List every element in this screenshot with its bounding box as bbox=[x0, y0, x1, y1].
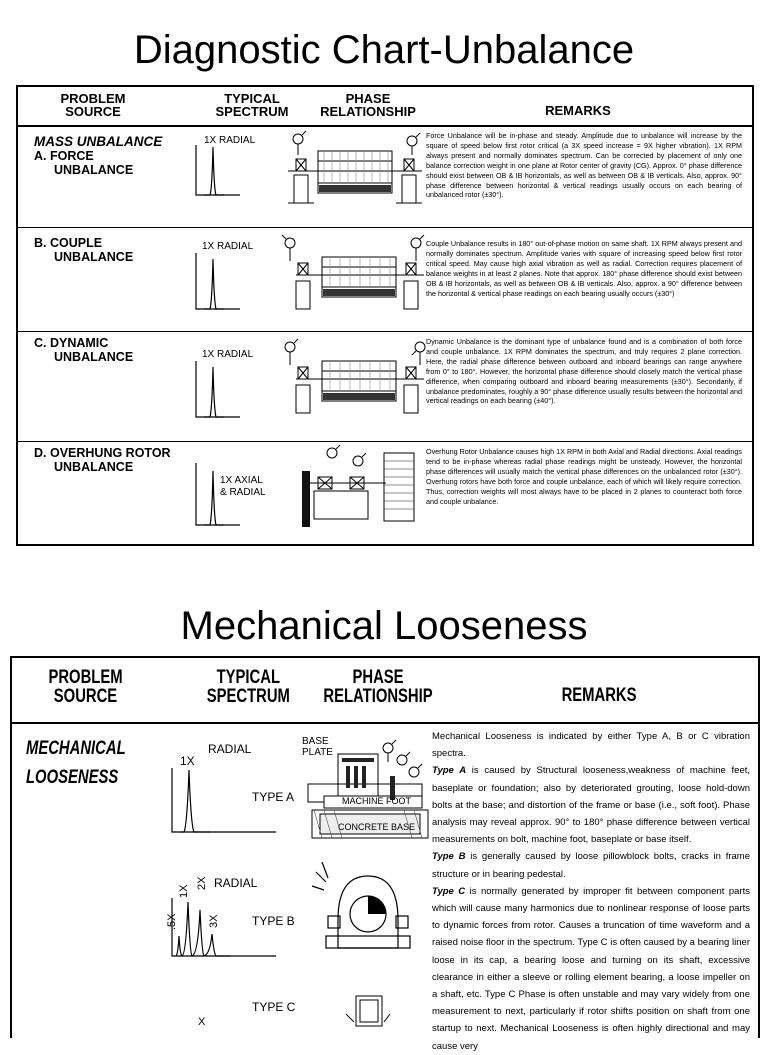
source-line2: UNBALANCE bbox=[54, 459, 134, 474]
spectrum-plot-b bbox=[194, 253, 244, 311]
source-force-unbalance bbox=[34, 135, 162, 177]
phase-diagram-d bbox=[298, 447, 422, 537]
machine-foot-label: MACHINE FOOT bbox=[342, 796, 411, 806]
header-divider bbox=[12, 722, 758, 724]
spectrum-b-peak-1x: 1X bbox=[178, 884, 190, 898]
source-line2: LOOSENESS bbox=[26, 767, 119, 788]
spectrum-b-peak-05x: .5X bbox=[166, 913, 178, 930]
mass-unbalance-heading: MASS UNBALANCE bbox=[34, 134, 163, 149]
row-divider bbox=[18, 227, 752, 228]
spectrum-c-type-label: TYPE C bbox=[252, 1000, 296, 1014]
looseness-chart-title: Mechanical Looseness bbox=[180, 604, 588, 648]
spectrum-plot-type-a bbox=[170, 768, 280, 834]
spectrum-label-b: 1X RADIAL bbox=[202, 241, 254, 252]
header-remarks: REMARKS bbox=[545, 103, 611, 118]
spectrum-b-peak-2x: 2X bbox=[196, 876, 208, 890]
source-line2: UNBALANCE bbox=[54, 349, 134, 364]
spectrum-a-radial-label: RADIAL bbox=[208, 742, 252, 756]
source-dynamic-unbalance bbox=[34, 337, 133, 365]
spectrum-c-peak-label: X bbox=[198, 1016, 206, 1028]
spectrum-a-1x-label: 1X bbox=[180, 754, 195, 768]
header-typical-spectrum: TYPICAL SPECTRUM bbox=[215, 91, 289, 119]
type-c-text: is normally generated by improper fit between component parts which will cause many harmonics due to nonlinear response of loose parts to dynamic forces from rotor. Causes a truncation of time waveform and a raised noise floor in the spectrum. Type C is often caused by a bearing liner loose in its cap, a bearing loose and turning on its shaft, excessive clearance in either a sleeve or rolling element bearing, a loose impeller on a shaft, etc. Type C Phase is often unstable and may vary widely from one measurement to next, particularly if rotor shifts position on shaft from one startup to next. Mechanical Looseness is often highly directional and may cause very bbox=[432, 885, 751, 1052]
header-divider bbox=[18, 125, 752, 127]
phase-diagram-type-b bbox=[312, 858, 422, 954]
spectrum-plot-c bbox=[194, 361, 244, 419]
base-plate-label: BASE PLATE bbox=[302, 736, 333, 758]
spectrum-b-radial-label: RADIAL bbox=[214, 876, 258, 890]
header-phase-relationship: PHASE RELATIONSHIP bbox=[320, 91, 416, 119]
source-line1: MECHANICAL bbox=[26, 738, 126, 759]
header-text: PHASE RELATIONSHIP bbox=[323, 667, 433, 707]
phase-diagram-type-c bbox=[342, 992, 402, 1028]
header-text: REMARKS bbox=[561, 685, 637, 706]
source-line1: D. OVERHUNG ROTOR bbox=[34, 446, 171, 460]
unbalance-table bbox=[16, 85, 754, 546]
header-phase-relationship bbox=[308, 668, 432, 706]
spectrum-a-type-label: TYPE A bbox=[252, 790, 295, 804]
header-problem-source bbox=[30, 668, 140, 706]
remarks-intro: Mechanical Looseness is indicated by either Type A, B or C vibration spectra. bbox=[432, 731, 750, 760]
spectrum-label-a: 1X RADIAL bbox=[204, 135, 256, 146]
remarks-overhung-rotor: Overhung Rotor Unbalance causes high 1X RPM in both Axial and Radial directions. Axial readings tend to be in-phase whereas radial phase readings might be unsteady. However, the horizontal phase differences will usually match the vertical phase differences on the unbalanced rotor (±30°). Overhung rotors have both force and couple unbalance, each of which will likely require correction. Thus, correction weights will most always have to be placed in 2 planes to counteract both force and couple unbalance. bbox=[426, 447, 742, 506]
source-line2: UNBALANCE bbox=[54, 249, 134, 264]
source-line2: UNBALANCE bbox=[54, 162, 134, 177]
looseness-table bbox=[10, 656, 760, 1052]
header-typical-spectrum bbox=[188, 668, 308, 706]
unbalance-chart-title: Diagnostic Chart-Unbalance bbox=[133, 28, 635, 72]
type-c-label: Type C bbox=[432, 885, 466, 897]
source-line1: B. COUPLE bbox=[34, 236, 103, 250]
source-mechanical-looseness bbox=[26, 734, 154, 792]
source-line1: A. FORCE bbox=[34, 148, 94, 163]
header-problem-source: PROBLEM SOURCE bbox=[60, 91, 126, 119]
spectrum-plot-a bbox=[194, 145, 244, 197]
phase-diagram-a bbox=[288, 131, 428, 215]
type-a-text: is caused by Structural looseness,weakness of machine feet, baseplate or foundation; also by deteriorated grouting, loose hold-down bolts at the base; and distortion of the frame or base (i.e., soft foot). Phase analysis may reveal approx. 90° to 180° phase difference between vertical measurements on bolt, machine foot, baseplate or base itself. bbox=[432, 765, 751, 846]
type-b-label: Type B bbox=[432, 851, 466, 863]
header-text: PROBLEM SOURCE bbox=[47, 667, 123, 707]
remarks-couple-unbalance: Couple Unbalance results in 180° out-of-phase motion on same shaft. 1X RPM always present and normally dominates spectrum. Amplitude varies with square of increasing speed below first rotor critical speed. May cause high axial vibration as well as radial. Correction requires placement of balance weights in at least 2 planes. Note that approx. 180° phase difference should exist between OB & IB horizontals, as well as between OB & IB verticals. Also, approx. a 90° difference between the horizontal & vertical phase readings on each bearing usually occurs (±30°) bbox=[426, 239, 742, 298]
spectrum-plot-type-b bbox=[170, 898, 280, 958]
spectrum-label-d: 1X AXIAL & RADIAL bbox=[220, 475, 266, 498]
phase-diagram-c bbox=[282, 341, 432, 425]
header-text: TYPICAL SPECTRUM bbox=[206, 667, 290, 707]
spectrum-label-c: 1X RADIAL bbox=[202, 349, 254, 360]
source-couple-unbalance bbox=[34, 237, 133, 265]
spectrum-b-peak-3x: 3X bbox=[208, 914, 220, 928]
header-remarks bbox=[524, 686, 674, 705]
phase-diagram-b bbox=[282, 237, 432, 321]
remarks-mechanical-looseness bbox=[432, 728, 750, 1055]
type-a-label: Type A bbox=[432, 765, 467, 777]
type-b-text: is generally caused by loose pillowblock bolts, cracks in frame structure or in bearing pedestal. bbox=[432, 851, 750, 880]
row-divider bbox=[18, 441, 752, 442]
remarks-dynamic-unbalance: Dynamic Unbalance is the dominant type of unbalance found and is a combination of both force and couple unbalance. 1X RPM dominates the spectrum, and truly requires 2 plane correction. Here, the radial phase difference between outboard and inboard bearings can range anywhere from 0° to 180°. However, the horizontal phase difference should closely match the vertical phase difference, when comparing outboard and inboard bearing measurements (±30°). Secondarily, if unbalance predominates, roughly a 90° phase difference usually results between the horizontal and vertical readings on each bearing (±40°). bbox=[426, 337, 743, 406]
spectrum-b-type-label: TYPE B bbox=[252, 914, 295, 928]
concrete-base-label: CONCRETE BASE bbox=[338, 822, 416, 832]
source-overhung-rotor-unbalance bbox=[34, 447, 171, 475]
remarks-force-unbalance: Force Unbalance will be in-phase and steady. Amplitude due to unbalance will increase by the square of speed below first rotor critical (a 3X speed increase = 9X higher vibration). 1X RPM always present and normally dominates spectrum. Can be corrected by placement of only one balance correction weight in one plane at Rotor center of gravity (CG). Approx. 0° phase difference should exist between OB & IB horizontals, as well as between OB & IB verticals. Also, approx. 90° phase difference between horizontal & vertical readings usually occurs on each bearing of unbalanced rotor (±30°). bbox=[426, 131, 742, 200]
source-line1: C. DYNAMIC bbox=[34, 336, 109, 350]
row-divider bbox=[18, 331, 752, 332]
